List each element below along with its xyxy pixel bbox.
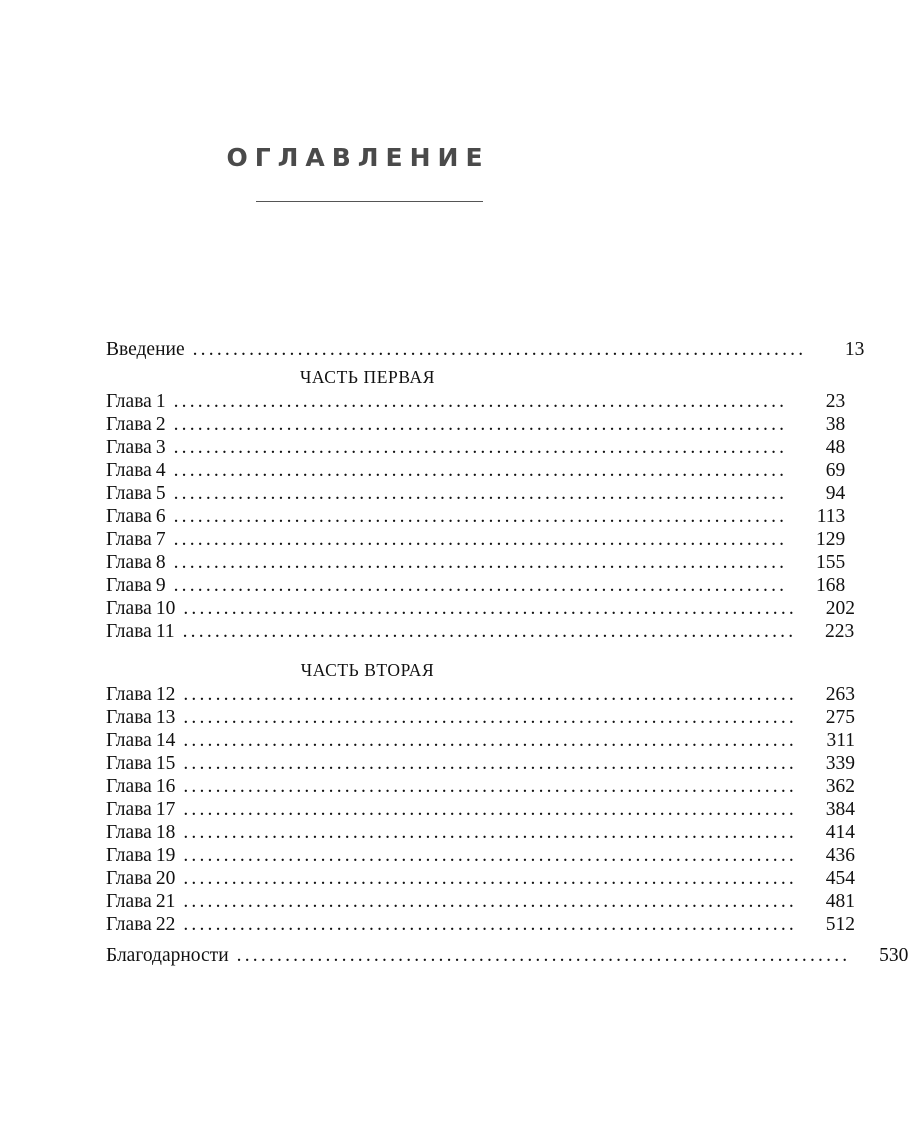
toc-entry-chapter[interactable] — [106, 482, 846, 505]
chapter-number: 20 — [155, 868, 176, 889]
dot-leader: ............................................................................ — [183, 707, 798, 728]
dot-leader: ............................................................................ — [183, 753, 798, 774]
dot-leader: ............................................................................ — [236, 945, 851, 966]
chapter-number: 5 — [155, 483, 166, 504]
toc-entry-chapter[interactable] — [106, 597, 856, 620]
chapter-number: 18 — [155, 822, 176, 843]
toc-entry-page: 13 — [844, 339, 865, 360]
toc-entry-page: 223 — [825, 621, 855, 642]
toc-entry-label: Глава — [106, 891, 152, 912]
dot-leader: ............................................................................ — [173, 437, 788, 458]
dot-leader: ............................................................................ — [192, 339, 807, 360]
toc-entry-chapter[interactable] — [106, 505, 846, 528]
chapter-number: 7 — [155, 529, 166, 550]
toc-entry-label: Глава — [106, 868, 152, 889]
dot-leader: ............................................................................ — [182, 621, 797, 642]
dot-leader: ............................................................................ — [183, 914, 798, 935]
dot-leader: ............................................................................ — [173, 506, 788, 527]
toc-entry-chapter[interactable] — [106, 798, 856, 821]
toc-entry-page: 436 — [825, 845, 856, 866]
toc-entry-label: Благодарности — [106, 945, 229, 966]
toc-entry-page: 414 — [825, 822, 856, 843]
toc-entry-page: 481 — [825, 891, 856, 912]
dot-leader: ............................................................................ — [173, 483, 788, 504]
chapter-number: 16 — [155, 776, 176, 797]
table-of-contents — [106, 338, 908, 967]
toc-entry-chapter[interactable] — [106, 551, 846, 574]
chapter-number: 3 — [155, 437, 166, 458]
toc-entry-label: Глава — [106, 437, 152, 458]
toc-entry-label: Введение — [106, 339, 185, 360]
toc-entry-page: 129 — [816, 529, 846, 550]
toc-entry-label: Глава — [106, 598, 152, 619]
toc-entry-page: 384 — [825, 799, 856, 820]
chapter-number: 13 — [155, 707, 176, 728]
part-two-entries — [106, 683, 856, 936]
toc-entry-label: Глава — [106, 575, 152, 596]
toc-entry-chapter[interactable] — [106, 821, 856, 844]
chapter-number: 19 — [155, 845, 176, 866]
toc-entry-chapter[interactable] — [106, 706, 856, 729]
toc-entry-chapter[interactable] — [106, 752, 856, 775]
toc-entry-page: 113 — [816, 506, 846, 527]
toc-entry-page: 275 — [825, 707, 856, 728]
toc-entry-label: Глава — [106, 753, 152, 774]
chapter-number: 2 — [155, 414, 166, 435]
dot-leader: ............................................................................ — [183, 776, 798, 797]
chapter-number: 8 — [155, 552, 166, 573]
dot-leader: ............................................................................ — [183, 684, 798, 705]
toc-entry-page: 454 — [825, 868, 856, 889]
toc-entry-page: 311 — [826, 730, 856, 751]
toc-entry-label: Глава — [106, 391, 152, 412]
chapter-number: 21 — [155, 891, 176, 912]
dot-leader: ............................................................................ — [183, 799, 798, 820]
toc-entry-chapter[interactable] — [106, 528, 846, 551]
toc-entry-label: Глава — [106, 707, 152, 728]
chapter-number: 12 — [155, 684, 176, 705]
part-one-entries — [106, 390, 856, 643]
toc-entry-page: 168 — [816, 575, 846, 596]
toc-entry-introduction[interactable] — [106, 338, 865, 361]
toc-entry-chapter[interactable] — [106, 844, 856, 867]
dot-leader: ............................................................................ — [183, 822, 798, 843]
chapter-number: 4 — [155, 460, 166, 481]
toc-entry-chapter[interactable] — [106, 574, 846, 597]
chapter-number: 17 — [155, 799, 176, 820]
toc-entry-chapter[interactable] — [106, 436, 846, 459]
title-divider — [256, 201, 483, 202]
toc-entry-label: Глава — [106, 914, 152, 935]
toc-entry-page: 48 — [825, 437, 846, 458]
dot-leader: ............................................................................ — [183, 730, 798, 751]
toc-entry-chapter[interactable] — [106, 413, 846, 436]
dot-leader: ............................................................................ — [183, 598, 798, 619]
toc-entry-page: 530 — [879, 945, 908, 966]
toc-entry-chapter[interactable] — [106, 867, 856, 890]
toc-entry-chapter[interactable] — [106, 620, 855, 643]
dot-leader: ............................................................................ — [173, 529, 788, 550]
toc-entry-label: Глава — [106, 822, 152, 843]
toc-entry-label: Глава — [106, 845, 152, 866]
page-title: ОГЛАВЛЕНИЕ — [226, 143, 490, 172]
dot-leader: ............................................................................ — [183, 868, 798, 889]
toc-entry-page: 23 — [825, 391, 846, 412]
toc-entry-acknowledgements[interactable] — [106, 944, 908, 967]
toc-entry-page: 69 — [825, 460, 846, 481]
chapter-number: 11 — [155, 621, 175, 642]
toc-entry-page: 202 — [825, 598, 856, 619]
toc-entry-label: Глава — [106, 506, 152, 527]
toc-entry-chapter[interactable] — [106, 683, 856, 706]
toc-entry-label: Глава — [106, 684, 152, 705]
toc-entry-label: Глава — [106, 414, 152, 435]
chapter-number: 10 — [155, 598, 176, 619]
dot-leader: ............................................................................ — [173, 575, 788, 596]
toc-entry-page: 155 — [816, 552, 846, 573]
chapter-number: 22 — [155, 914, 176, 935]
toc-entry-chapter[interactable] — [106, 775, 856, 798]
dot-leader: ............................................................................ — [173, 414, 788, 435]
chapter-number: 14 — [155, 730, 176, 751]
dot-leader: ............................................................................ — [173, 460, 788, 481]
chapter-number: 9 — [155, 575, 166, 596]
toc-entry-chapter[interactable] — [106, 890, 856, 913]
toc-entry-label: Глава — [106, 483, 152, 504]
toc-entry-page: 512 — [825, 914, 856, 935]
part-one-heading: ЧАСТЬ ПЕРВАЯ — [299, 367, 436, 387]
toc-entry-chapter[interactable] — [106, 459, 846, 482]
dot-leader: ............................................................................ — [173, 552, 788, 573]
toc-entry-page: 38 — [825, 414, 846, 435]
toc-entry-label: Глава — [106, 776, 152, 797]
part-two-heading: ЧАСТЬ ВТОРАЯ — [300, 660, 435, 680]
chapter-number: 6 — [155, 506, 166, 527]
toc-entry-label: Глава — [106, 552, 152, 573]
dot-leader: ............................................................................ — [183, 891, 798, 912]
toc-entry-label: Глава — [106, 730, 152, 751]
toc-entry-page: 94 — [825, 483, 846, 504]
toc-entry-page: 362 — [825, 776, 856, 797]
toc-entry-label: Глава — [106, 799, 152, 820]
toc-entry-label: Глава — [106, 621, 152, 642]
chapter-number: 1 — [155, 391, 166, 412]
dot-leader: ............................................................................ — [183, 845, 798, 866]
toc-entry-chapter[interactable] — [106, 390, 846, 413]
toc-entry-page: 339 — [825, 753, 856, 774]
toc-entry-page: 263 — [825, 684, 856, 705]
toc-entry-label: Глава — [106, 460, 152, 481]
dot-leader: ............................................................................ — [173, 391, 788, 412]
toc-entry-chapter[interactable] — [106, 729, 856, 752]
toc-entry-label: Глава — [106, 529, 152, 550]
chapter-number: 15 — [155, 753, 176, 774]
toc-entry-chapter[interactable] — [106, 913, 856, 936]
